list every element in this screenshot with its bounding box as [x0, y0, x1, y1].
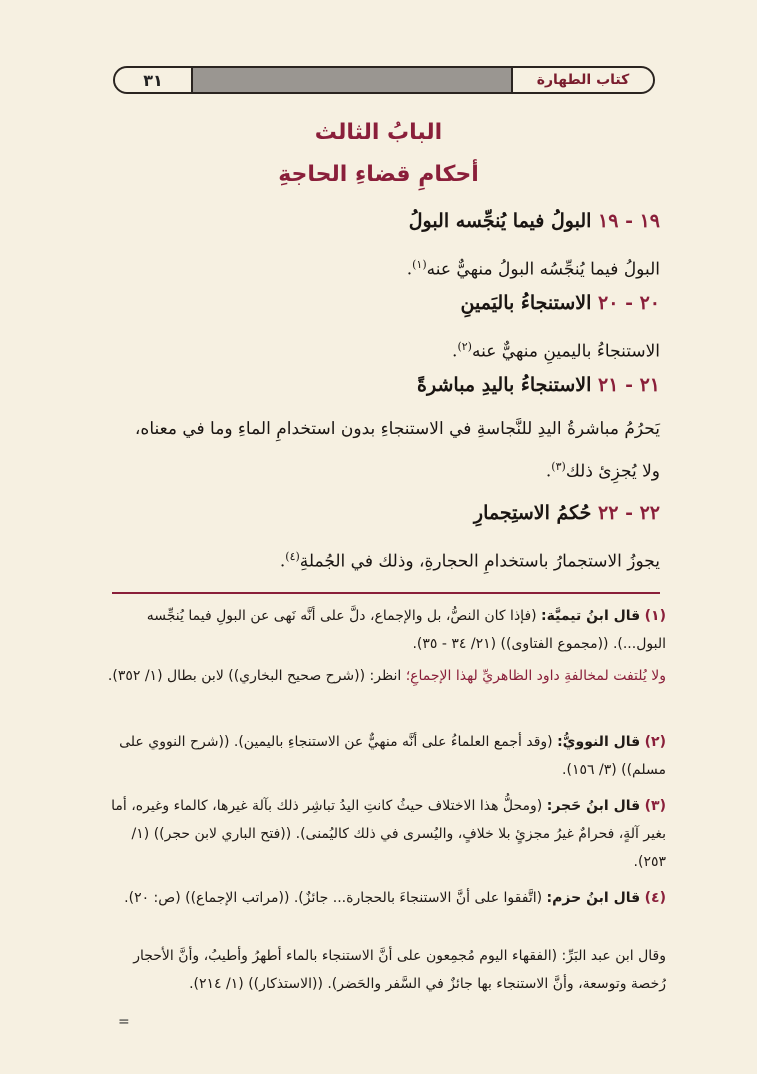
footnote-number: (١) — [644, 608, 666, 624]
section-body-text: الاستنجاءُ باليمينِ منهيٌّ عنه — [471, 341, 660, 362]
section-number: ٢٢ - ٢٢ — [598, 502, 660, 524]
section-number: ٢١ - ٢١ — [598, 374, 660, 396]
footnote-ref[interactable]: (٣) — [551, 460, 566, 473]
section-heading — [112, 292, 660, 314]
footnote-author: قال ابنُ حَجر: — [546, 798, 641, 814]
footnote — [100, 792, 666, 876]
section-body — [112, 246, 660, 289]
footnote-number: (٢) — [644, 734, 666, 750]
footnote-divider — [112, 592, 660, 594]
footnote-highlight: ولا يُلتفت لمخالفةِ داود الظاهريِّ لهذا الإجماعِ؛ — [405, 668, 666, 684]
section-body-text: يَحرُمُ مباشرةُ اليدِ للنَّجاسةِ في الاستنجاءِ بدون استخدامِ الماءِ وما في معناه، ولا يُجزِئ ذلك — [134, 419, 660, 482]
footnote-text: (وقد أجمع العلماءُ على أنَّه منهيٌّ عن الاستنجاءِ باليمين). ((شرح النووي على مسلم)) (٣/ ١٥٦). — [119, 734, 666, 778]
section-heading-text: البولُ فيما يُنجِّسه البولُ — [408, 210, 592, 232]
footnote-number: (٤) — [644, 890, 666, 906]
section-heading-text: الاستنجاءُ باليدِ مباشرةً — [417, 374, 592, 396]
section-number: ١٩ - ١٩ — [598, 210, 660, 232]
footnote-ref[interactable]: (٢) — [457, 340, 472, 353]
section-heading — [112, 374, 660, 396]
footnote-author: قال النوويُّ: — [557, 734, 641, 750]
footnote — [100, 884, 666, 912]
footnote-continuation — [100, 942, 666, 998]
chapter-title: أحكامِ قضاءِ الحاجةِ — [278, 162, 479, 187]
continuation-mark: = — [118, 1014, 130, 1030]
section-body-tail: . — [452, 341, 458, 362]
footnote-ref[interactable]: (١) — [412, 258, 427, 271]
footnote-text: (فإذا كان النصُّ، بل والإجماع، دلَّ على أنَّه نَهى عن البولِ فيما يُنجِّسه البول...). ((مجموع الفتاوى)) (٢١/ ٣٤ - ٣٥). — [146, 608, 666, 652]
chapter-label: البابُ الثالث — [314, 120, 443, 145]
running-header — [113, 66, 655, 94]
section-heading — [112, 210, 660, 232]
section-body-text: البولُ فيما يُنجِّسُه البولُ منهيٌّ عنه — [426, 259, 660, 280]
section-body — [112, 538, 660, 581]
footnote-ref[interactable]: (٤) — [285, 550, 300, 563]
footnote — [100, 602, 666, 658]
section-number: ٢٠ - ٢٠ — [598, 292, 660, 314]
section-heading — [112, 502, 660, 524]
footnote-author: قال ابنُ تيميَّة: — [541, 608, 641, 624]
section-body — [112, 410, 660, 491]
footnote-text: (ومحلُّ هذا الاختلاف حيثُ كانتِ اليدُ تباشِر ذلك بآلة غيرها، كالماء وغيره، أما بغير آلةٍ، فحرامٌ غيرُ مجزئٍ بلا خلافٍ، واليُسرى في ذلك كاليُمنى). ((فتح الباري لابن حجر)) (١/ ٢٥٣). — [111, 798, 666, 870]
section-heading-text: الاستنجاءُ باليَمينِ — [460, 292, 592, 314]
footnote-text: (اتَّفقوا على أنَّ الاستنجاءَ بالحجارة... جائزٌ). ((مراتب الإجماع)) (ص: ٢٠). — [124, 890, 543, 906]
section-heading-text: حُكمُ الاستِجمارِ — [473, 502, 592, 524]
book-title: كتاب الطهارة — [511, 68, 653, 92]
footnote-extra: انظر: ((شرح صحيح البخاري)) لابن بطال (١/ ٣٥٢). — [107, 668, 402, 684]
section-body-tail: . — [545, 461, 552, 482]
section-body — [112, 328, 660, 371]
page-number: ٣١ — [115, 68, 193, 92]
footnote-number: (٣) — [644, 798, 666, 814]
section-body-tail: . — [406, 259, 413, 280]
section-body-tail: . — [279, 551, 286, 572]
footnote — [100, 728, 666, 784]
footnote-extra: وقال ابن عبد البَرِّ: (الفقهاء اليوم مُجمِعون على أنَّ الاستنجاء بالماء أطهرُ وأطيبُ، وأنَّ الأحجار رُخصة وتوسعة، وأنَّ الاستنجاء بها جائزٌ في السَّفر والحَضر). ((الاستذكار)) (١/ ٢١٤). — [133, 948, 666, 992]
section-body-text: يجوزُ الاستجمارُ باستخدامِ الحجارةِ، وذلك في الجُملةِ — [299, 551, 660, 572]
footnote-continuation — [100, 662, 666, 690]
footnote-author: قال ابنُ حزم: — [546, 890, 641, 906]
